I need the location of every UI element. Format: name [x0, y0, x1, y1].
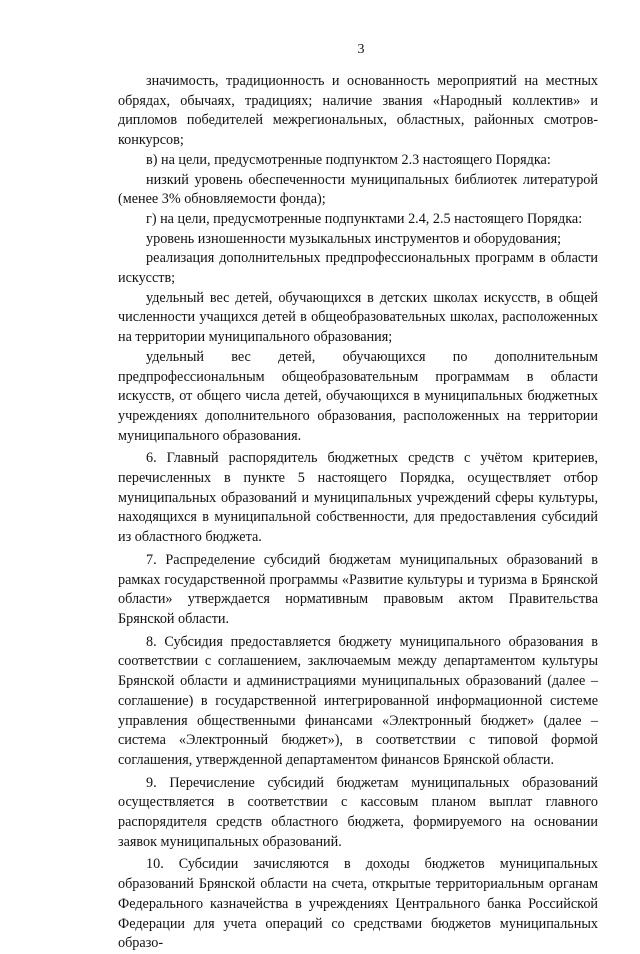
- paragraph-subitem-g: г) на цели, предусмотренные подпунктами 2.4, 2.5 настоящего Порядка:: [146, 210, 583, 227]
- paragraph-item-10: 10. Субсидии зачисляются в доходы бюджетов муниципальных образований Брянской области на счета, открытые территориальным органам Федерального казначейства в учреждениях Центрального банка Российской Федерации для учета операций со средствами бюджетов муниципальных образо-: [118, 856, 598, 952]
- paragraph-preprofessional-programs: реализация дополнительных предпрофессиональных программ в области искусств;: [118, 250, 598, 287]
- paragraph-art-school-share: удельный вес детей, обучающихся в детских школах искусств, в общей численности учащихся детей в общеобразовательных школах, расположенных на территории муниципального образования;: [118, 289, 598, 346]
- paragraph-instrument-wear: уровень изношенности музыкальных инструментов и оборудования;: [146, 230, 562, 247]
- paragraph-item-8: 8. Субсидия предоставляется бюджету муниципального образования в соответствии с соглашением, заключаемым между департаментом культуры Брянской области и администрациями муниципальных образований (далее – соглашение) в государственной интегрированной информационной системе управления общественными финансами «Электронный бюджет» (далее – система «Электронный бюджет»), в соответствии с типовой формой соглашения, утвержденной департаментом финансов Брянской области.: [118, 633, 598, 768]
- paragraph-criteria-significance: значимость, традиционность и основанность мероприятий на местных обрядах, обычаях, традициях; наличие звания «Народный коллектив» и дипломов победителей межрегиональных, областных, районных смотров-конкурсов;: [118, 73, 598, 149]
- paragraph-item-7: 7. Распределение субсидий бюджетам муниципальных образований в рамках государственной программы «Развитие культуры и туризма в Брянской области» утверждается нормативным правовым актом Правительства Брянской области.: [118, 551, 598, 627]
- paragraph-library-provision: низкий уровень обеспеченности муниципальных библиотек литературой (менее 3% обновляемости фонда);: [118, 171, 598, 208]
- page-number: 3: [357, 42, 365, 57]
- document-body: [118, 72, 598, 954]
- paragraph-item-6: 6. Главный распорядитель бюджетных средств с учётом критериев, перечисленных в пункте 5 настоящего Порядка, осуществляет отбор муниципальных образований и муниципальных учреждений сферы культуры, находящихся в муниципальной собственности, для предоставления субсидий из областного бюджета.: [118, 450, 598, 546]
- paragraph-additional-education-share: удельный вес детей, обучающихся по дополнительным предпрофессиональным общеобразовательным программам в области искусств, от общего числа детей, обучающихся в муниципальных бюджетных учреждениях дополнительного образования, расположенных на территории муниципального образования.: [118, 348, 598, 444]
- paragraph-item-9: 9. Перечисление субсидий бюджетам муниципальных образований осуществляется в соответствии с кассовым планом выплат главного распорядителя средств областного бюджета, формируемого на основании заявок муниципальных образований.: [118, 774, 598, 850]
- paragraph-subitem-v: в) на цели, предусмотренные подпунктом 2.3 настоящего Порядка:: [146, 151, 551, 168]
